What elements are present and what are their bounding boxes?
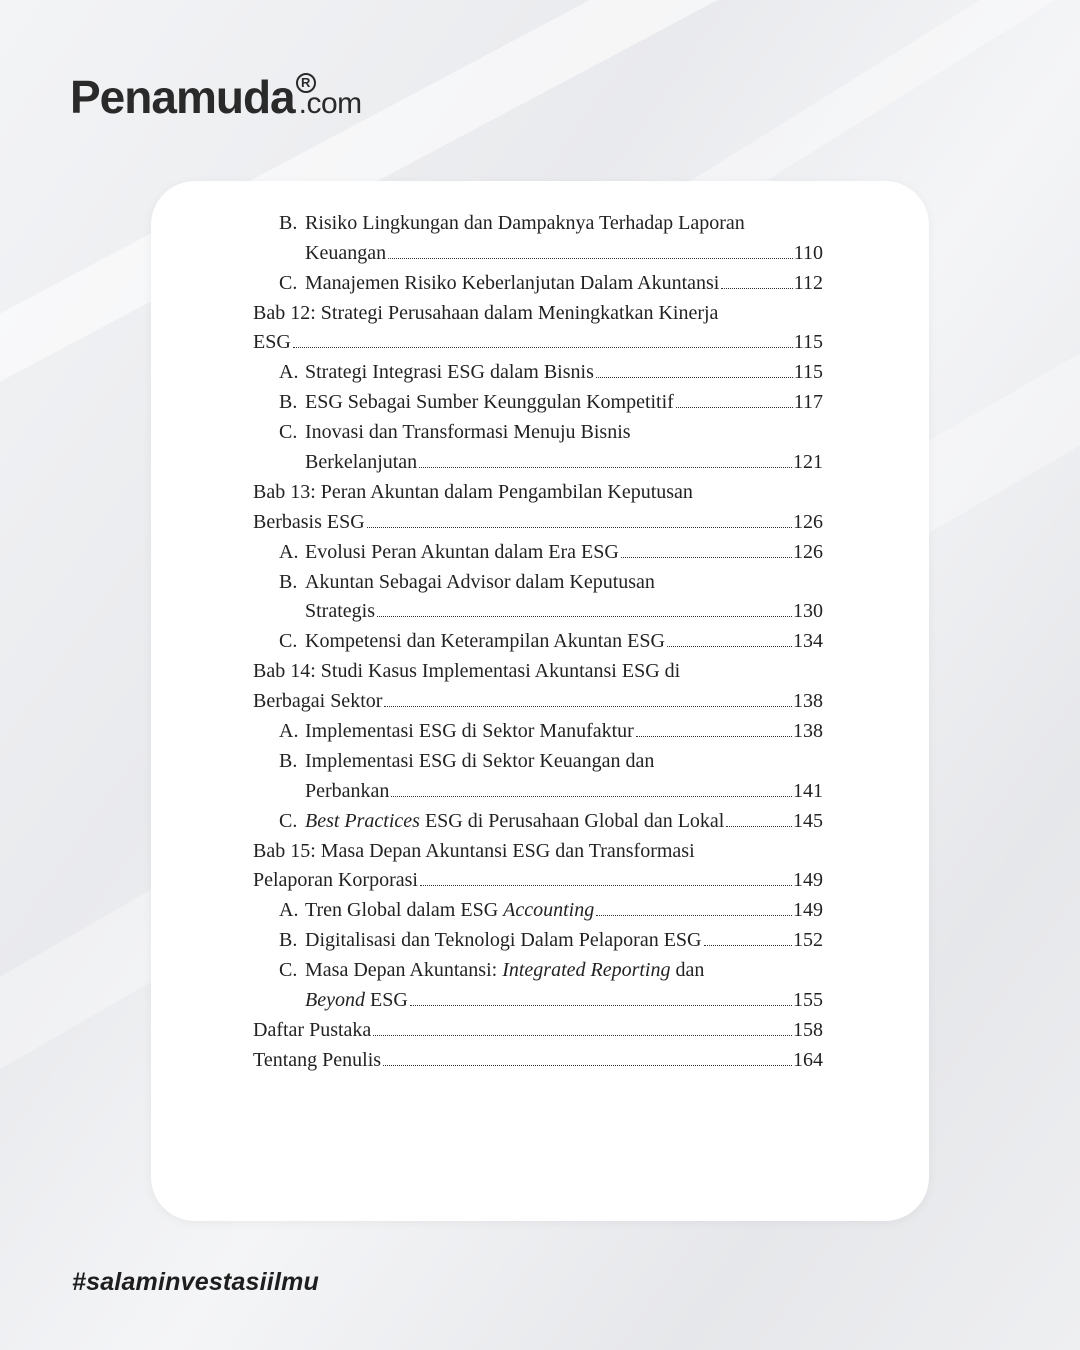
toc-dot-leader (676, 407, 793, 408)
toc-entry-title: Best Practices ESG di Perusahaan Global dan Lokal (305, 809, 725, 832)
toc-dot-leader (384, 706, 792, 707)
toc-entry-line (253, 532, 823, 562)
toc-entry-marker: A. (279, 361, 299, 384)
toc-entry-title: Bab 15: Masa Depan Akuntansi ESG dan Transformasi (253, 839, 695, 862)
toc-entry-line (253, 890, 823, 920)
toc-entry-line (253, 771, 823, 801)
toc-entry-title: Tentang Penulis (253, 1048, 382, 1071)
toc-entry-title: Inovasi dan Transformasi Menuju Bisnis (305, 421, 631, 444)
toc-page-number: 152 (793, 929, 823, 952)
toc-dot-leader (293, 347, 793, 348)
toc-entry-line (253, 801, 823, 831)
toc-entry-title: Bab 13: Peran Akuntan dalam Pengambilan Keputusan (253, 480, 693, 503)
toc-entry-title: Masa Depan Akuntansi: Integrated Reporting dan (305, 959, 705, 982)
toc-page-number: 155 (793, 989, 823, 1012)
toc-entry-marker: C. (279, 421, 298, 444)
toc-page-number: 164 (793, 1048, 823, 1071)
toc-dot-leader (420, 885, 792, 886)
toc-entry-line (253, 263, 823, 293)
toc-dot-leader (636, 736, 792, 737)
toc-dot-leader (373, 1035, 792, 1036)
toc-entry-line (253, 861, 823, 891)
toc-entry-title: ESG (253, 331, 291, 354)
toc-page-number: 149 (793, 899, 823, 922)
toc-entry-title: Berbagai Sektor (253, 690, 383, 713)
toc-page-number: 126 (793, 540, 823, 563)
toc-page-number: 145 (793, 809, 823, 832)
toc-entry-marker: B. (279, 211, 298, 234)
toc-page-number: 110 (793, 241, 823, 264)
toc-entry-title: Akuntan Sebagai Advisor dalam Keputusan (305, 570, 655, 593)
toc-entry-line (253, 502, 823, 532)
toc-dot-leader (596, 377, 793, 378)
toc-entry-line (253, 681, 823, 711)
toc-page-number: 117 (793, 391, 823, 414)
toc-entry-title: Pelaporan Korporasi (253, 869, 418, 892)
toc-page-number: 138 (793, 720, 823, 743)
hashtag: #salaminvestasiilmu (72, 1268, 319, 1296)
toc-page-number: 158 (793, 1018, 823, 1041)
toc-entry-marker: B. (279, 570, 298, 593)
toc-entry-line (253, 920, 823, 950)
toc-entry-title: Risiko Lingkungan dan Dampaknya Terhadap Laporan (305, 211, 745, 234)
toc-dot-leader (388, 258, 793, 259)
toc-entry-title: Implementasi ESG di Sektor Keuangan dan (305, 749, 655, 772)
toc-entry-title: Digitalisasi dan Teknologi Dalam Pelaporan ESG (305, 929, 702, 952)
toc-page-number: 134 (793, 630, 823, 653)
brand-logo (70, 70, 362, 124)
toc-dot-leader (377, 616, 792, 617)
toc-entry-marker: C. (279, 630, 298, 653)
toc-entry-line (253, 562, 823, 592)
toc-entry-line (253, 741, 823, 771)
toc-entry-title: Bab 12: Strategi Perusahaan dalam Meningkatkan Kinerja (253, 301, 719, 324)
toc-dot-leader (667, 646, 792, 647)
document-page-card (151, 181, 929, 1221)
toc-entry-line (253, 1040, 823, 1070)
toc-entry-line (253, 592, 823, 622)
toc-dot-leader (704, 945, 793, 946)
toc-entry-title: Bab 14: Studi Kasus Implementasi Akuntansi ESG di (253, 660, 681, 683)
toc-entry-marker: A. (279, 720, 299, 743)
toc-entry-line (253, 203, 823, 233)
toc-entry-title: Evolusi Peran Akuntan dalam Era ESG (305, 540, 619, 563)
toc-entry-line (253, 472, 823, 502)
toc-entry-line (253, 651, 823, 681)
toc-page-number: 112 (793, 271, 823, 294)
toc-dot-leader (621, 557, 792, 558)
toc-entry-marker: B. (279, 749, 298, 772)
toc-entry-title: Berkelanjutan (305, 451, 418, 474)
toc-entry-line (253, 293, 823, 323)
toc-entry-marker: B. (279, 929, 298, 952)
toc-dot-leader (419, 467, 792, 468)
toc-entry-marker: C. (279, 959, 298, 982)
toc-entry-line (253, 980, 823, 1010)
toc-dot-leader (726, 826, 792, 827)
toc-entry-line (253, 323, 823, 353)
toc-page-number: 141 (793, 779, 823, 802)
brand-name: Penamuda (70, 71, 295, 123)
toc-entry-line (253, 831, 823, 861)
toc-dot-leader (367, 527, 792, 528)
table-of-contents (253, 203, 823, 1070)
toc-dot-leader (391, 796, 792, 797)
toc-dot-leader (721, 288, 792, 289)
toc-page-number: 121 (793, 451, 823, 474)
toc-entry-marker: C. (279, 271, 298, 294)
toc-page-number: 115 (793, 361, 823, 384)
toc-entry-title: Beyond ESG (305, 989, 408, 1012)
brand-suffix: .com (298, 87, 362, 120)
toc-entry-marker: B. (279, 391, 298, 414)
toc-entry-title: Strategi Integrasi ESG dalam Bisnis (305, 361, 594, 384)
toc-entry-line (253, 711, 823, 741)
toc-entry-line (253, 1010, 823, 1040)
toc-page-number: 126 (793, 510, 823, 533)
toc-entry-line (253, 621, 823, 651)
toc-dot-leader (410, 1005, 792, 1006)
toc-entry-title: Manajemen Risiko Keberlanjutan Dalam Akuntansi (305, 271, 720, 294)
registered-mark: R (296, 73, 316, 93)
toc-entry-line (253, 382, 823, 412)
toc-entry-title: Keuangan (305, 241, 387, 264)
toc-entry-marker: A. (279, 540, 299, 563)
toc-entry-line (253, 412, 823, 442)
toc-entry-title: ESG Sebagai Sumber Keunggulan Kompetitif (305, 391, 674, 414)
toc-entry-title: Implementasi ESG di Sektor Manufaktur (305, 720, 634, 743)
toc-entry-line (253, 950, 823, 980)
toc-dot-leader (383, 1065, 792, 1066)
toc-page-number: 138 (793, 690, 823, 713)
toc-page-number: 149 (793, 869, 823, 892)
toc-entry-title: Kompetensi dan Keterampilan Akuntan ESG (305, 630, 665, 653)
toc-page-number: 115 (793, 331, 823, 354)
toc-page-number: 130 (793, 600, 823, 623)
toc-entry-marker: C. (279, 809, 298, 832)
toc-entry-title: Strategis (305, 600, 375, 623)
toc-entry-line (253, 352, 823, 382)
toc-entry-marker: A. (279, 899, 299, 922)
toc-entry-title: Berbasis ESG (253, 510, 365, 533)
toc-entry-line (253, 233, 823, 263)
toc-entry-title: Tren Global dalam ESG Accounting (305, 899, 595, 922)
toc-entry-title: Daftar Pustaka (253, 1018, 372, 1041)
toc-entry-line (253, 442, 823, 472)
toc-dot-leader (596, 915, 792, 916)
toc-entry-title: Perbankan (305, 779, 390, 802)
